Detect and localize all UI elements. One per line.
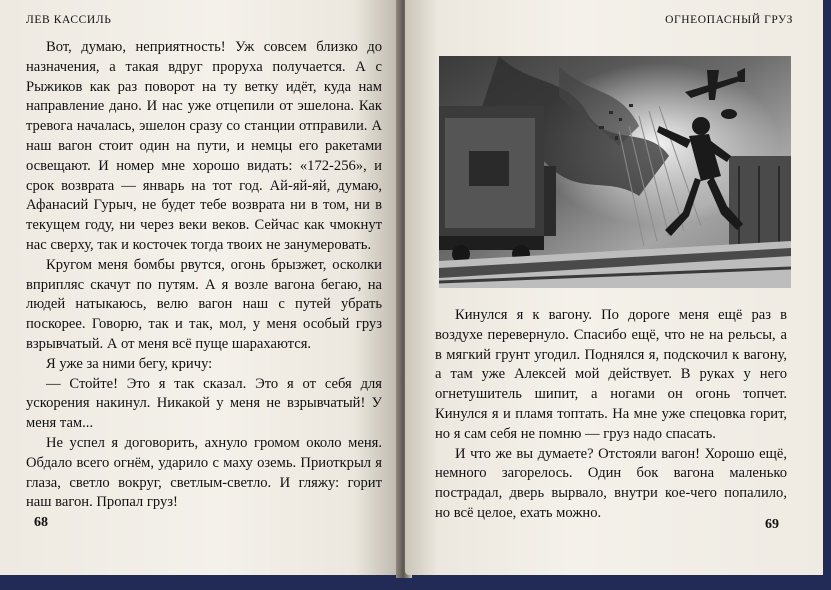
- paragraph: И что же вы думаете? Отстояли вагон! Хорошо ещё, немного загорелось. Один бок вагона маленько пострадал, дверь вырвало, внутри кое-чего попалило, но всё целое, ехать можно.: [435, 445, 787, 521]
- wagon-left: [439, 106, 556, 263]
- left-page: [0, 0, 403, 575]
- running-head-author: ЛЕВ КАССИЛЬ: [26, 14, 112, 26]
- running-head-title: ОГНЕОПАСНЫЙ ГРУЗ: [665, 14, 793, 26]
- illustration-drawing: [439, 56, 791, 288]
- paragraph: Кругом меня бомбы рвутся, огонь брызжет, осколки вприпляс скачут по путям. А я возле вагона бегаю, на людей натыкаюсь, велю вагон наш с путей убрать поскорее. Говорю, так и так, мол, у меня особый груз взрывчатый. А от меня всё пуще шарахаются.: [26, 256, 382, 352]
- left-page-text: [26, 38, 382, 513]
- paragraph: Я уже за ними бегу, кричу:: [46, 355, 213, 372]
- illustration: [439, 56, 791, 288]
- right-page-text: [435, 306, 787, 524]
- page-number: 69: [765, 517, 779, 532]
- paragraph: Не успел я договорить, ахнуло громом около меня. Обдало всего огнём, ударило с маху оземь. Приоткрыл я глаза, светло вокруг, светлым-светло. И гляжу: горит наш вагон. Пропал груз!: [26, 434, 382, 511]
- paragraph: Вот, думаю, неприятность! Уж совсем близко до назначения, а такая вдруг проруха получается. А с Рыжиков как раз поворот на ту ветку идёт, куда нам направление дано. И нас уже отцепили от эшелона. Как тревога началась, эшелон сразу со станции отправили. А наш вагон стоит один на пути, и немцы его ракетами освещают. И номер мне хорошо видать: «172-256», и срок возврата — январь на тот год. Ай-яй-яй, думаю, Афанасий Гурыч, не будет тебе возврата ни в том, ни в текущем году, ни через веки веков. Сейчас как чмокнут нас сверху, так и косточек тогда твоих не занумеровать.: [26, 39, 382, 253]
- paragraph: Кинулся я к вагону. По дороге меня ещё раз в воздухе перевернуло. Спасибо ещё, что не на рельсы, а в мягкий грунт угодил. Поднялся я, подскочил к вагону, а там уже Алексей мой действует. В руках у него огнетушитель шипит, а ногами он огонь топчет. Кинулся я и пламя топтать. На мне уже спецовка горит, но я сам себя не помню — груз надо спасать.: [435, 307, 787, 442]
- paragraph: — Стойте! Это я так сказал. Это я от себя для ускорения накинул. Никакой у меня не взрывчатый! У меня там...: [26, 375, 382, 432]
- right-page: [405, 0, 823, 575]
- page-number: 68: [34, 515, 48, 530]
